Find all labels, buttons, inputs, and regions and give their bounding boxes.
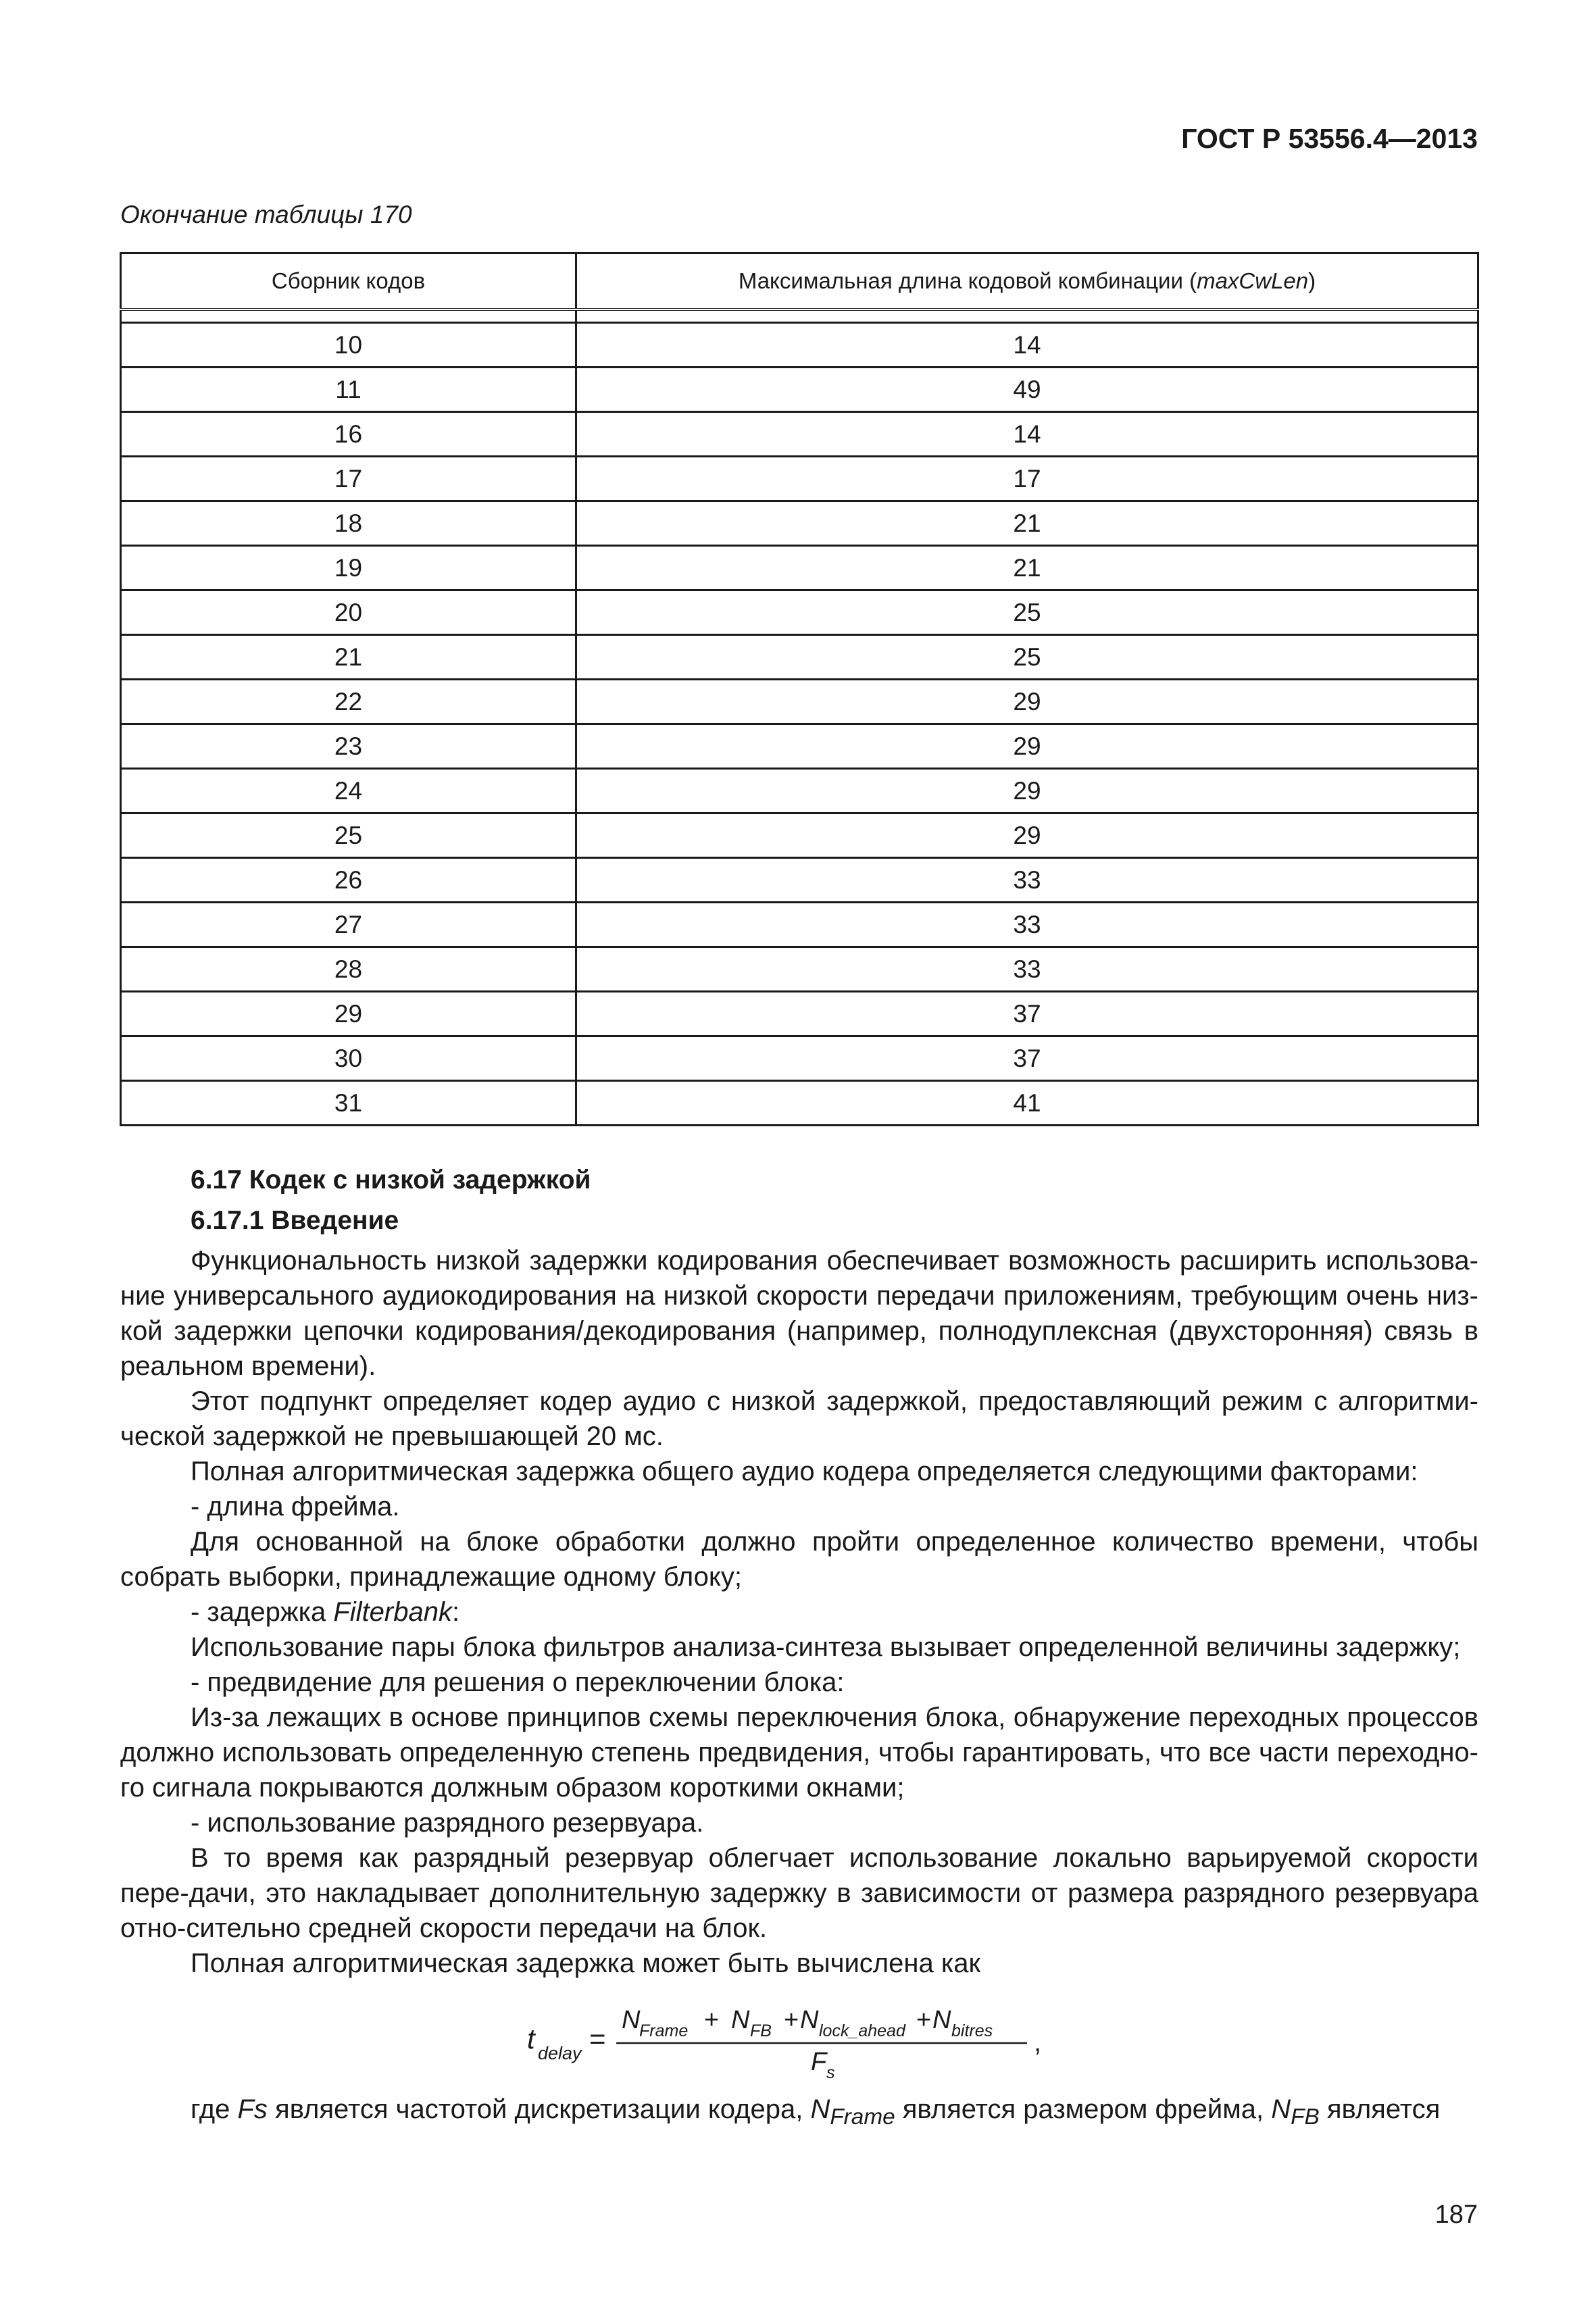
delay-formula [514,1986,1081,2088]
table-row [121,368,1478,412]
formula-t: t [527,2023,535,2055]
formula-fb: FB [750,2021,772,2040]
paragraph: - длина фрейма. [191,1492,400,1521]
cell-max-length: 29 [576,680,1478,724]
cell-max-length: 25 [576,590,1478,635]
cell-max-length: 14 [576,412,1478,457]
cell-max-length: 41 [576,1081,1478,1126]
table-body [121,323,1478,1126]
cell-codebook: 22 [121,680,576,724]
inline-n: N [1271,2094,1291,2124]
caption-text: таблицы 170 [254,201,412,228]
formula-frame: Frame [639,2021,689,2040]
formula-plus1: + [704,2006,720,2034]
cell-max-length: 33 [576,903,1478,947]
inline-n: N [810,2094,830,2124]
formula-lock: lock_ahead [819,2021,905,2040]
inline-symbol [1271,2094,1320,2130]
paragraph [120,1594,1478,1630]
paragraph-part: где [191,2094,238,2124]
formula-n1: N [622,2006,641,2034]
column-header-max-length-text: Максимальная длина кодовой комбинации ( [738,268,1197,293]
cell-codebook: 17 [121,457,576,501]
cell-codebook: 27 [121,903,576,947]
cell-codebook: 10 [121,323,576,368]
inline-frame-sub: Frame [830,2105,895,2130]
table-row [121,992,1478,1036]
table-row [121,724,1478,769]
paragraph-part: является [1319,2094,1441,2124]
cell-max-length: 21 [576,501,1478,546]
formula-plus2: + [784,2006,799,2034]
formula-equals: = [589,2023,606,2055]
table-row [121,1036,1478,1081]
cell-codebook: 21 [121,635,576,680]
table-row [121,323,1478,368]
cell-codebook: 28 [121,947,576,992]
table-row [121,903,1478,947]
paragraph: Использование пары блока фильтров анализа-синтеза вызывает определенной величины задержку; [191,1632,1461,1662]
header-separator [121,309,1478,323]
table-row [121,680,1478,724]
paragraph: Функциональность низкой задержки кодирования обеспечивает возможность расширить использова-ние универсального аудиокодирования на низкой скорости передачи приложениям, требующим очень низ-кой задержки цепочки кодирования/декодирования (например, полнодуплексная (двухсторонняя) связь в реальном времени). [120,1246,1478,1381]
cell-codebook: 11 [121,368,576,412]
formula-fs: F [811,2048,827,2076]
paragraph: - использование разрядного резервуара. [191,1808,704,1838]
cell-max-length: 33 [576,947,1478,992]
table-row [121,457,1478,501]
cell-codebook: 18 [121,501,576,546]
table-row [121,546,1478,590]
cell-codebook: 31 [121,1081,576,1126]
section-title: 6.17 Кодек с низкой задержкой [191,1165,591,1194]
cell-max-length: 37 [576,992,1478,1036]
paragraph: Этот подпункт определяет кодер аудио с низкой задержкой, предоставляющий режим с алгоритми-ческой задержкой не превышающей 20 мс. [120,1386,1478,1451]
cell-max-length: 37 [576,1036,1478,1081]
paragraph-part: является частотой дискретизации кодера, [267,2094,811,2124]
table-caption [120,201,412,229]
paragraph: Из-за лежащих в основе принципов схемы переключения блока, обнаружение переходных процессов должно использовать определенную степень предвидения, чтобы гарантировать, что все части переходно-го сигнала покрываются должным образом короткими окнами; [120,1703,1478,1803]
paragraph: - предвидение для решения о переключении блока: [191,1667,845,1697]
cell-codebook: 29 [121,992,576,1036]
cell-max-length: 14 [576,323,1478,368]
cell-max-length: 25 [576,635,1478,680]
paragraph-part: Fs [237,2094,268,2124]
paragraph: Полная алгоритмическая задержка общего аудио кодера определяется следующими факторами: [191,1457,1418,1486]
cell-max-length: 29 [576,813,1478,858]
table-row [121,635,1478,680]
table-row [121,501,1478,546]
paragraph [120,2092,1478,2135]
subsection-title: 6.17.1 Введение [191,1206,399,1235]
table-row [121,590,1478,635]
paragraph: В то время как разрядный резервуар облегчает использование локально варьируемой скорости пере-дачи, это накладывает дополнительную задержку в зависимости от размера разрядного резервуара отно-сительно средней скорости передачи на блок. [120,1843,1478,1943]
cell-codebook: 23 [121,724,576,769]
cell-codebook: 24 [121,769,576,813]
table-row [121,813,1478,858]
cell-max-length: 49 [576,368,1478,412]
caption-prefix: Окончание [120,201,248,228]
table-row [121,412,1478,457]
inline-fb-sub: FB [1291,2105,1320,2130]
formula-n2: N [731,2006,750,2034]
paragraph: Полная алгоритмическая задержка может быть вычислена как [191,1948,980,1978]
formula-t-sub: delay [538,2043,582,2063]
cell-max-length: 29 [576,724,1478,769]
cell-codebook: 26 [121,858,576,903]
table-row [121,858,1478,903]
column-header-close: ) [1308,268,1316,293]
cell-codebook: 19 [121,546,576,590]
table-row [121,1081,1478,1126]
cell-max-length: 29 [576,769,1478,813]
paragraph: Для основанной на блоке обработки должно пройти определенное количество времени, чтобы собрать выборки, принадлежащие одному блоку; [120,1527,1478,1592]
paragraph-part: является размером фрейма, [895,2094,1272,2124]
codebook-table [120,252,1479,1126]
formula-comma: , [1034,2028,1042,2057]
table-header-row [121,253,1478,310]
cell-max-length: 33 [576,858,1478,903]
standard-code: ГОСТ Р 53556.4—2013 [1181,123,1478,154]
inline-symbol [810,2094,895,2130]
column-header-variable: maxCwLen [1197,268,1309,293]
paragraph-part: - задержка [191,1597,334,1627]
page-number: 187 [1435,2200,1478,2229]
formula-plus3: + [916,2006,932,2034]
column-header-codebook: Сборник кодов [121,253,576,310]
cell-codebook: 16 [121,412,576,457]
formula-fs-sub: s [826,2063,835,2082]
cell-codebook: 25 [121,813,576,858]
paragraph-part: Filterbank [333,1597,452,1627]
cell-max-length: 21 [576,546,1478,590]
paragraph-part: : [451,1597,460,1627]
table-row [121,769,1478,813]
cell-codebook: 30 [121,1036,576,1081]
cell-codebook: 20 [121,590,576,635]
formula-n3: N [800,2006,819,2034]
formula-n4: N [932,2006,951,2034]
formula-bitres: bitres [951,2021,993,2040]
table-row [121,947,1478,992]
cell-max-length: 17 [576,457,1478,501]
column-header-max-length [576,253,1478,310]
